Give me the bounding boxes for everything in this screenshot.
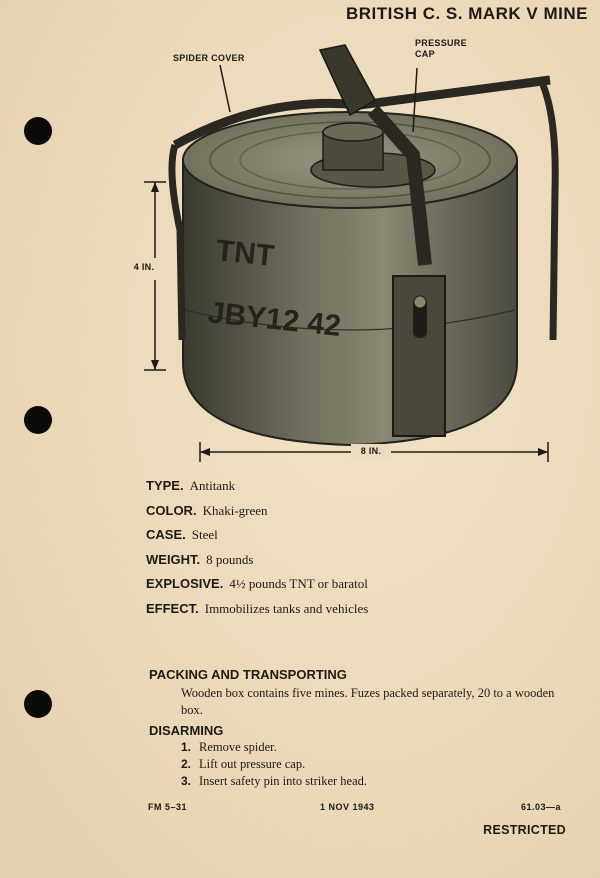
binder-hole xyxy=(24,406,52,434)
list-item: 3. Insert safety pin into striker head. xyxy=(181,774,368,788)
spec-row: TYPE. Antitank xyxy=(146,478,236,493)
manual-number: FM 5–31 xyxy=(148,802,188,812)
packing-text: Wooden box contains five mines. Fuzes packed separately, 20 to a wooden box. xyxy=(181,686,555,717)
pressure-cap-label-line2: CAP xyxy=(415,49,435,59)
stencil-line-1: TNT xyxy=(214,234,276,274)
spec-row: EXPLOSIVE. 4½ pounds TNT or baratol xyxy=(146,576,368,591)
pressure-cap-label-line1: PRESSURE xyxy=(415,38,467,48)
spec-list xyxy=(146,478,566,625)
list-item: 1. Remove spider. xyxy=(181,740,277,754)
spec-row: COLOR. Khaki-green xyxy=(146,502,268,518)
mine-photograph xyxy=(145,40,565,470)
page-title: BRITISH C. S. MARK V MINE xyxy=(345,4,588,23)
classification-marking: RESTRICTED xyxy=(483,823,566,837)
spec-row: EFFECT. Immobilizes tanks and vehicles xyxy=(146,600,369,616)
disarming-steps xyxy=(181,740,367,791)
packing-heading: PACKING AND TRANSPORTING xyxy=(149,667,347,682)
spider-cover-leader xyxy=(220,65,230,112)
binder-hole xyxy=(24,690,52,718)
height-dimension xyxy=(140,178,170,374)
list-item: 2. Lift out pressure cap. xyxy=(181,757,306,771)
publication-date: 1 NOV 1943 xyxy=(320,802,375,812)
spider-cover-label: SPIDER COVER xyxy=(173,53,245,63)
spec-row: CASE. Steel xyxy=(146,527,218,542)
height-label: 4 IN. xyxy=(133,262,155,272)
spec-row: WEIGHT. 8 pounds xyxy=(146,551,254,567)
binder-hole xyxy=(24,117,52,145)
page-number: 61.03—a xyxy=(521,802,562,812)
width-label: 8 IN. xyxy=(360,446,382,456)
stencil-line-2: JBY12 42 xyxy=(206,296,343,343)
disarming-heading: DISARMING xyxy=(149,723,224,738)
